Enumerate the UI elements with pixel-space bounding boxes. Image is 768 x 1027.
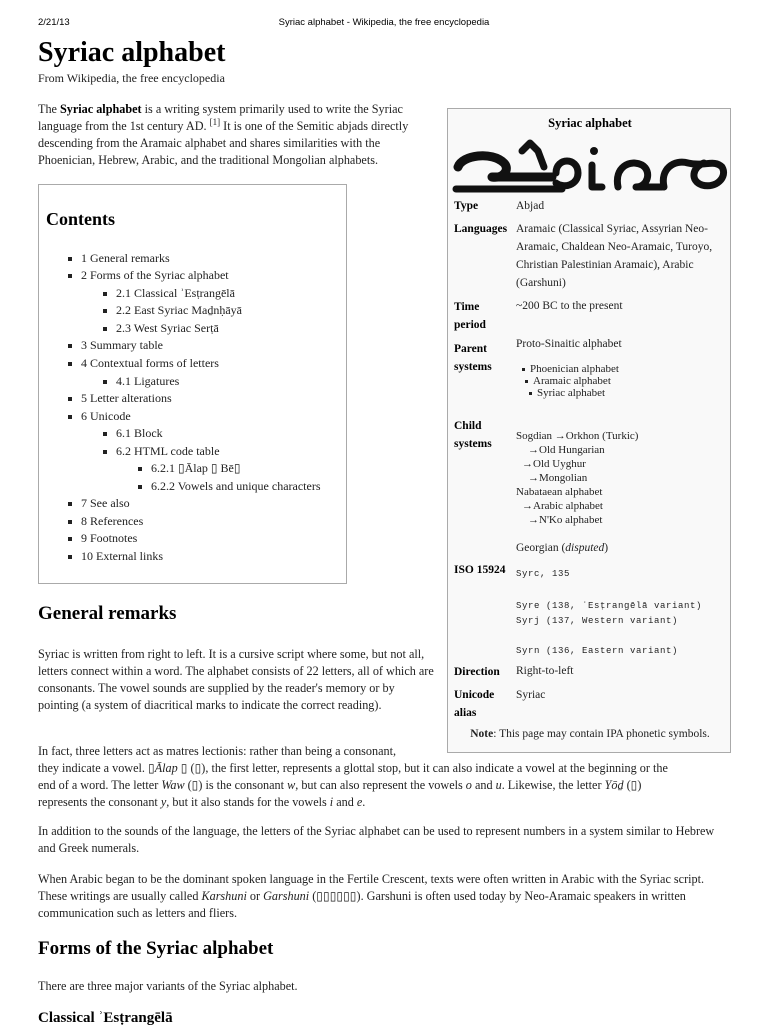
infobox-child-line[interactable]: Sogdian →Orkhon (Turkic) <box>516 430 639 442</box>
infobox-value-unicode: Syriac <box>516 689 546 701</box>
general-remarks-paragraph-2: In fact, three letters act as matres lectionis: rather than being a consonant, they indicate a vowel. ▯Ālap ▯ (▯), the first letter, represents a glottal stop, but it can also indicate a vowel at the beginning or the end of a word. The letter Waw (▯) is the consonant w, but can also represent the vowels o and u. Likewise, the letter Yōḏ (▯) represents the consonant y, but it also stands for the vowels i and e. <box>38 744 668 809</box>
infobox-value-type: Abjad <box>516 200 545 212</box>
toc-item[interactable]: 2 Forms of the Syriac alphabet <box>81 268 229 282</box>
print-page-title: Syriac alphabet - Wikipedia, the free encyclopedia <box>278 17 490 28</box>
general-remarks-paragraph-1: Syriac is written from right to left. It is a cursive script where some, but not all, letters connect within a word. The alphabet consists of 22 letters, all of which are consonants. The vowel sounds are supplied by the reader's memory or by pointing (a system of diacritical marks to indicate the correct reading). <box>38 647 434 712</box>
toc-item[interactable]: 5 Letter alterations <box>81 391 172 405</box>
toc-item[interactable]: 3 Summary table <box>81 338 163 352</box>
infobox-child-line[interactable]: →Old Uyghur <box>522 458 586 470</box>
infobox-iso-line: Syre (138, ʾEsṭrangēlā variant) <box>516 601 703 611</box>
intro-bold-term: Syriac alphabet <box>60 102 142 116</box>
infobox-value-languages: Aramaic (Classical Syriac, Assyrian Neo-Aramaic, Chaldean Neo-Aramaic, Turoyo, Christian Palestinian Aramaic), Arabic (Garshuni) <box>516 223 713 289</box>
toc-item[interactable]: 2.2 East Syriac Maḏnḥāyā <box>116 303 242 317</box>
infobox-parent-item[interactable]: Syriac alphabet <box>537 387 606 399</box>
infobox-child-line[interactable]: →Old Hungarian <box>528 444 605 456</box>
infobox-child-line[interactable]: →Arabic alphabet <box>522 500 603 512</box>
toc-item[interactable]: 4.1 Ligatures <box>116 374 180 388</box>
infobox-label-direction: Direction <box>454 666 500 678</box>
forms-paragraph-1: There are three major variants of the Syriac alphabet. <box>38 979 298 993</box>
article-title: Syriac alphabet <box>38 37 226 68</box>
infobox-label-languages: Languages <box>454 223 508 235</box>
infobox-label-unicode: Unicode alias <box>454 689 495 719</box>
infobox-caption: Syriac alphabet <box>548 116 632 130</box>
toc-item[interactable]: 6.2.2 Vowels and unique characters <box>151 479 321 493</box>
article-source-line: From Wikipedia, the free encyclopedia <box>38 71 225 85</box>
intro-paragraph: The Syriac alphabet is a writing system primarily used to write the Syriac language from the 1st century AD. [1] It is one of the Semitic abjads directly descending from the Aramaic alphabet and shares similarities with the Phoenician, Hebrew, Arabic, and the traditional Mongolian alphabets. <box>38 102 409 167</box>
toc-item[interactable]: 4 Contextual forms of letters <box>81 356 219 370</box>
syriac-script-image <box>452 137 730 199</box>
toc-heading: Contents <box>46 209 116 229</box>
print-header <box>0 17 768 31</box>
infobox-iso-line: Syrj (137, Western variant) <box>516 616 679 626</box>
toc-item[interactable]: 7 See also <box>81 496 130 510</box>
print-date: 2/21/13 <box>38 17 70 28</box>
toc-item[interactable]: 6.1 Block <box>116 426 163 440</box>
ref-link-1[interactable]: [1] <box>209 116 221 127</box>
infobox-label-time: Time period <box>454 301 486 331</box>
toc-item[interactable]: 6.2 HTML code table <box>116 444 220 458</box>
infobox-parent-item[interactable]: Phoenician alphabet <box>530 363 619 375</box>
general-remarks-paragraph-3: In addition to the sounds of the language, the letters of the Syriac alphabet can be used to represent numbers in a system similar to Hebrew and Greek numerals. <box>38 824 715 855</box>
toc-item[interactable]: 1 General remarks <box>81 251 170 265</box>
infobox-iso-line: Syrc, 135 <box>516 569 571 579</box>
toc-item[interactable]: 6.2.1 ▯Ālap ▯ Bē▯ <box>151 461 241 475</box>
infobox <box>447 108 731 753</box>
infobox-child-line[interactable]: →Mongolian <box>528 472 588 484</box>
infobox-value-direction: Right-to-left <box>516 665 574 677</box>
infobox-label-child: Child systems <box>454 420 492 450</box>
infobox-child-line[interactable]: Nabataean alphabet <box>516 486 603 498</box>
infobox-value-time: ~200 BC to the present <box>516 300 623 312</box>
toc-item[interactable]: 6 Unicode <box>81 409 131 423</box>
toc-item[interactable]: 8 References <box>81 514 144 528</box>
toc-item[interactable]: 2.3 West Syriac Serṭā <box>116 321 219 335</box>
toc-item[interactable]: 9 Footnotes <box>81 531 138 545</box>
infobox-label-parent: Parent systems <box>454 343 492 373</box>
table-of-contents <box>38 184 347 584</box>
infobox-iso-line: Syrn (136, Eastern variant) <box>516 646 679 656</box>
section-heading-general-remarks: General remarks <box>38 603 177 624</box>
toc-item[interactable]: 10 External links <box>81 549 163 563</box>
subsection-heading-classical: Classical ʾEsṭrangēlā <box>38 1010 173 1026</box>
infobox-note: Note: This page may contain IPA phonetic symbols. <box>470 728 710 740</box>
infobox-parent-item[interactable]: Aramaic alphabet <box>533 375 611 387</box>
infobox-label-type: Type <box>454 200 479 212</box>
infobox-child-line[interactable]: →N'Ko alphabet <box>528 514 603 526</box>
toc-item[interactable]: 2.1 Classical ʾEsṭrangēlā <box>116 286 235 300</box>
section-heading-forms: Forms of the Syriac alphabet <box>38 938 274 959</box>
general-remarks-paragraph-4: When Arabic began to be the dominant spoken language in the Fertile Crescent, texts were often written in Arabic with the Syriac script. These writings are usually called Karshuni or Garshuni (▯▯▯▯▯▯). Garshuni is often used today by Neo-Aramaic speakers in written communication such as letters and fliers. <box>38 872 705 920</box>
infobox-child-georgian: Georgian (disputed) <box>516 542 609 554</box>
infobox-value-parent: Proto-Sinaitic alphabet <box>516 338 622 350</box>
infobox-label-iso: ISO 15924 <box>454 564 506 576</box>
